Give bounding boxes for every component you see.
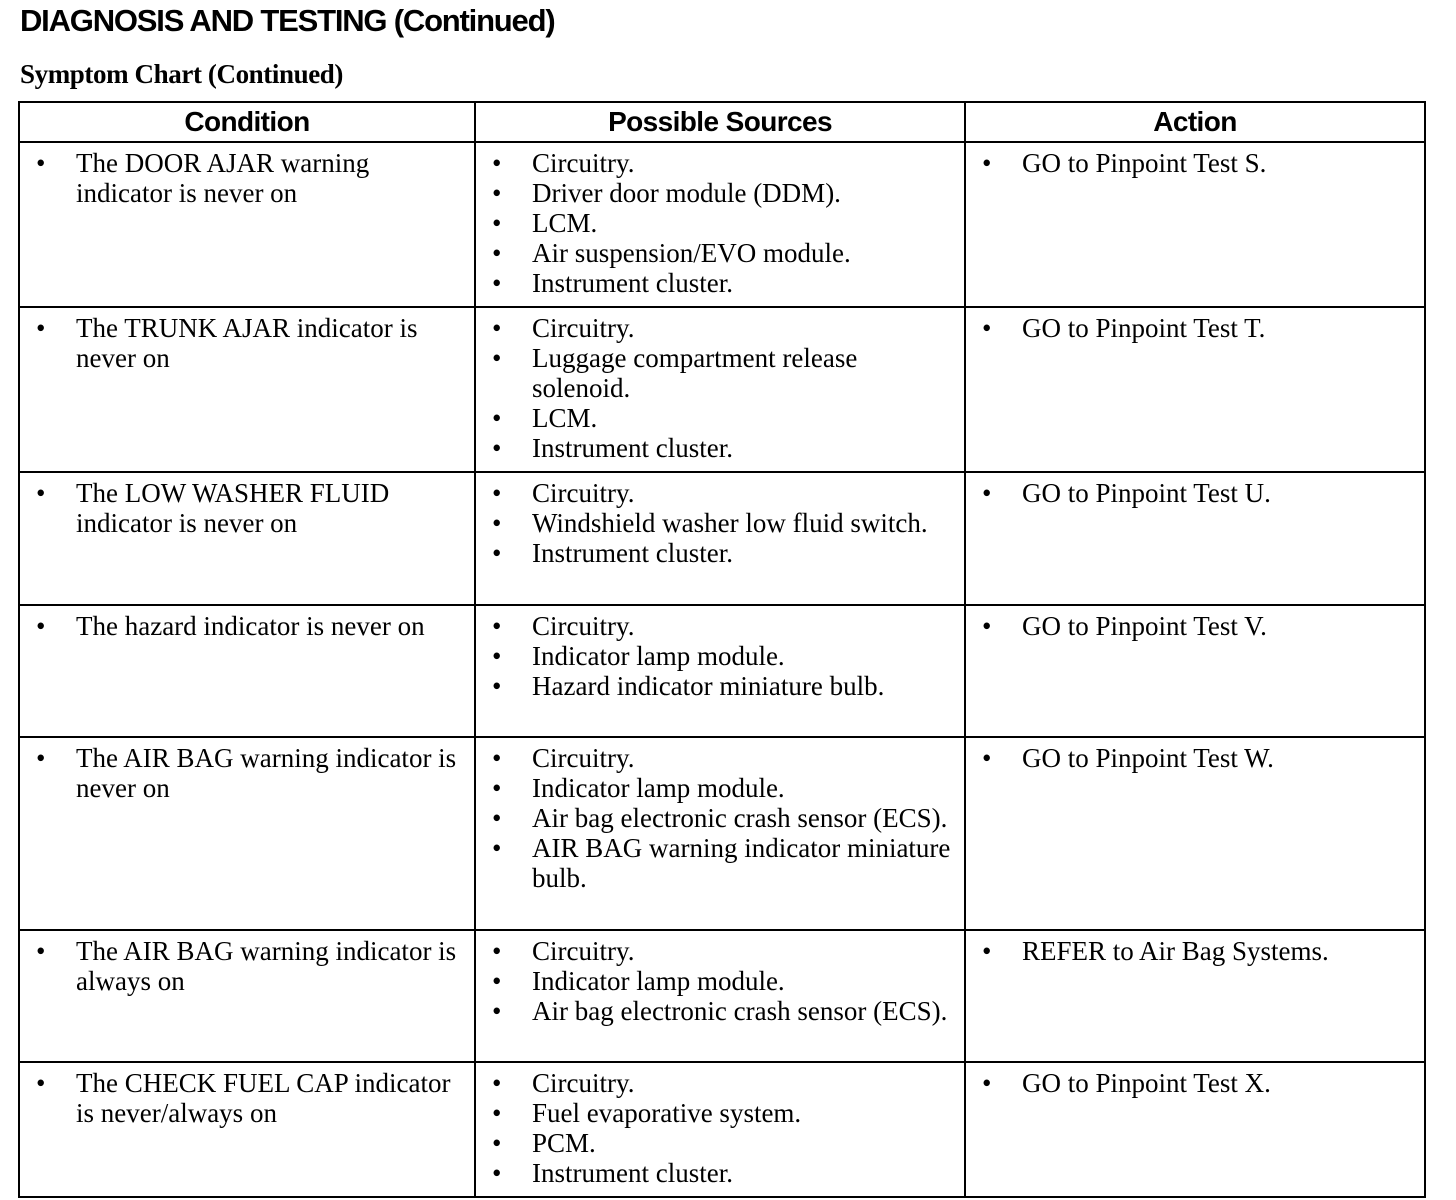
source-item: • AIR BAG warning indicator miniature bulb. [488,833,952,893]
header-possible-sources: Possible Sources [475,102,965,142]
condition-cell [19,737,475,930]
action-cell [965,737,1425,930]
table-row [19,307,1425,472]
source-item: • Fuel evaporative system. [488,1098,952,1128]
header-action: Action [965,102,1425,142]
section-title: Symptom Chart (Continued) [20,59,344,89]
sources-cell [475,930,965,1062]
source-item: • Air suspension/EVO module. [488,238,952,268]
action-cell [965,1062,1425,1197]
condition-text: • The AIR BAG warning indicator is always on [32,936,462,996]
table-row [19,1062,1425,1197]
table-row [19,605,1425,737]
source-item: • Circuitry. [488,743,952,773]
action-text: • GO to Pinpoint Test T. [978,313,1412,343]
action-text: • REFER to Air Bag Systems. [978,936,1412,966]
condition-cell [19,1062,475,1197]
action-cell [965,307,1425,472]
condition-text: • The DOOR AJAR warning indicator is never on [32,148,462,208]
source-item: • Instrument cluster. [488,538,952,568]
source-item: • Circuitry. [488,936,952,966]
action-cell [965,605,1425,737]
condition-text: • The CHECK FUEL CAP indicator is never/always on [32,1068,462,1128]
source-item: • Air bag electronic crash sensor (ECS). [488,803,952,833]
condition-text: • The LOW WASHER FLUID indicator is never on [32,478,462,538]
source-item: • LCM. [488,208,952,238]
condition-cell [19,142,475,307]
condition-cell [19,472,475,605]
action-text: • GO to Pinpoint Test V. [978,611,1412,641]
source-item: • Circuitry. [488,478,952,508]
action-cell [965,930,1425,1062]
source-item: • Circuitry. [488,1068,952,1098]
header-condition: Condition [19,102,475,142]
source-item: • PCM. [488,1128,952,1158]
source-item: • Instrument cluster. [488,1158,952,1188]
source-item: • Indicator lamp module. [488,966,952,996]
table-row [19,737,1425,930]
table-row [19,142,1425,307]
source-item: • Instrument cluster. [488,433,952,463]
source-item: • Air bag electronic crash sensor (ECS). [488,996,952,1026]
page-title: DIAGNOSIS AND TESTING (Continued) [20,3,555,38]
table-row [19,472,1425,605]
sources-cell [475,472,965,605]
table-header-row [19,102,1425,142]
source-item: • Indicator lamp module. [488,641,952,671]
condition-cell [19,605,475,737]
sources-cell [475,142,965,307]
table-row [19,930,1425,1062]
sources-cell [475,307,965,472]
sources-cell [475,737,965,930]
source-item: • Indicator lamp module. [488,773,952,803]
action-cell [965,142,1425,307]
source-item: • Circuitry. [488,313,952,343]
source-item: • Driver door module (DDM). [488,178,952,208]
action-text: • GO to Pinpoint Test X. [978,1068,1412,1098]
condition-text: • The TRUNK AJAR indicator is never on [32,313,462,373]
sources-cell [475,1062,965,1197]
condition-cell [19,307,475,472]
condition-text: • The AIR BAG warning indicator is never on [32,743,462,803]
source-item: • Hazard indicator miniature bulb. [488,671,952,701]
source-item: • Circuitry. [488,611,952,641]
condition-text: • The hazard indicator is never on [32,611,462,641]
condition-cell [19,930,475,1062]
source-item: • Instrument cluster. [488,268,952,298]
source-item: • Luggage compartment release solenoid. [488,343,952,403]
sources-cell [475,605,965,737]
symptom-chart-table [18,101,1426,1198]
source-item: • Circuitry. [488,148,952,178]
source-item: • Windshield washer low fluid switch. [488,508,952,538]
source-item: • LCM. [488,403,952,433]
action-cell [965,472,1425,605]
action-text: • GO to Pinpoint Test S. [978,148,1412,178]
action-text: • GO to Pinpoint Test W. [978,743,1412,773]
action-text: • GO to Pinpoint Test U. [978,478,1412,508]
